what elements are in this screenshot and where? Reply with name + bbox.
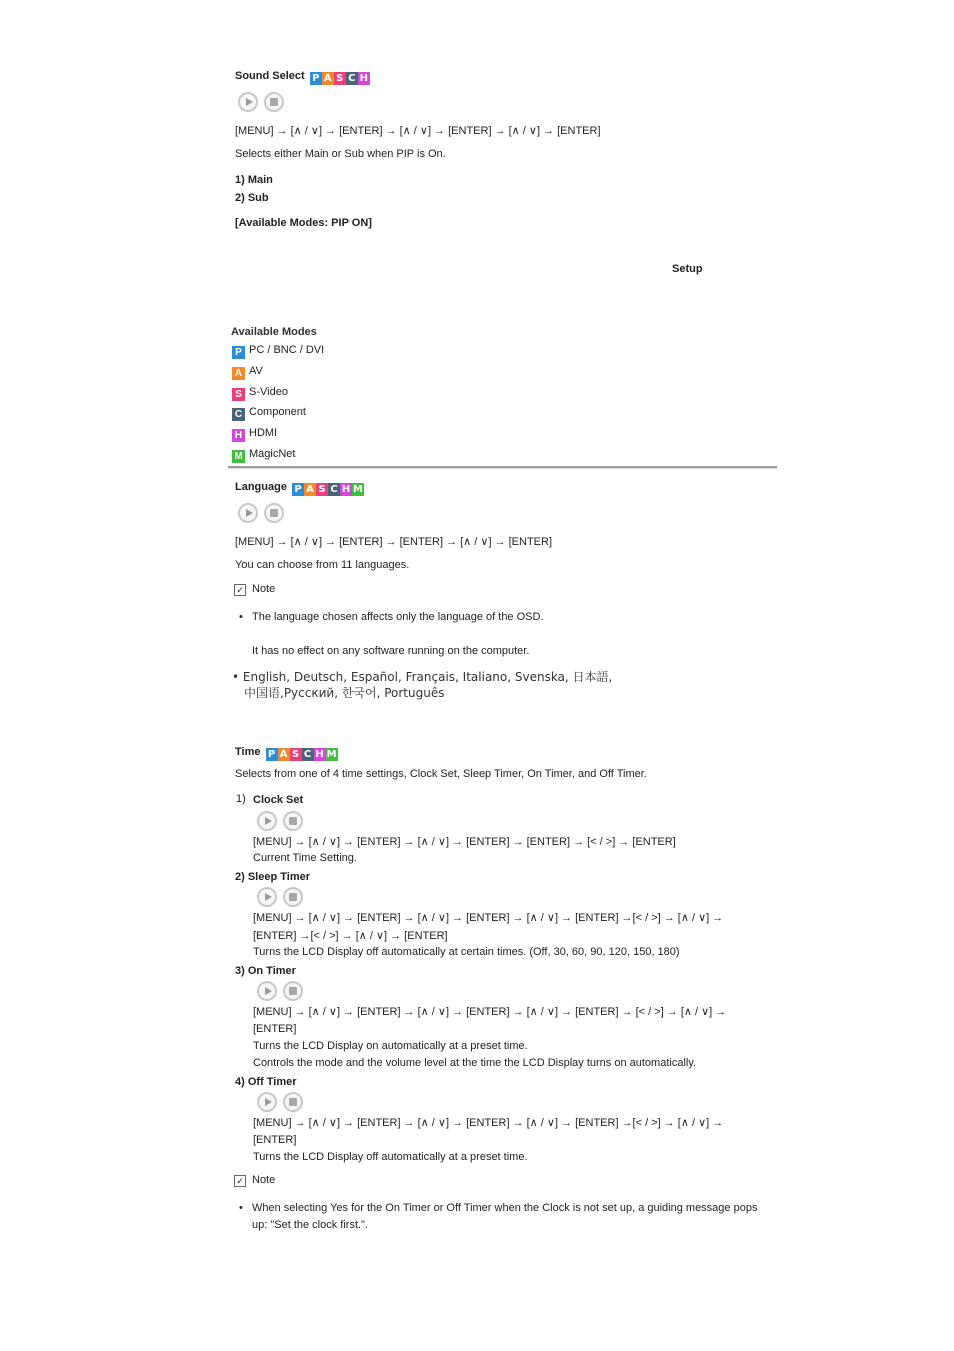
play-icon[interactable] [257,811,277,831]
mode-label: Component [249,406,306,418]
mode-badge-p: P [310,72,322,85]
sound-select-title: Sound Select [235,70,305,82]
mode-badge-h: H [341,484,351,495]
section-divider [228,466,777,469]
clock-set-controls [257,811,303,831]
mode-badge-a: A [278,748,290,761]
mode-badge-c: C [346,72,358,85]
setup-link[interactable]: Setup [672,263,703,275]
time-note-text-line2: up: "Set the clock first.". [252,1219,369,1231]
mode-badges [266,748,338,761]
mode-item-hdmi [232,427,277,442]
language-bullet-continued: It has no effect on any software running on the computer. [252,645,530,657]
mode-badge-h: H [315,749,324,760]
mode-badge-s: S [316,483,328,496]
note-label: Note [252,1174,276,1186]
off-timer-controls [257,1092,303,1112]
av-mode-icon: A [232,367,245,380]
hdmi-mode-icon: H [232,429,245,442]
sleep-timer-controls [257,887,303,907]
mode-label: MagicNet [249,448,296,460]
mode-item-svideo [232,386,288,401]
off-timer-title: 4) Off Timer [235,1076,297,1088]
available-modes-title: Available Modes [231,326,317,338]
mode-item-av [232,365,263,380]
mode-label: AV [249,365,263,377]
language-title: Language [235,481,287,493]
play-icon[interactable] [257,887,277,907]
on-timer-description-1: Turns the LCD Display on automatically at a preset time. [253,1040,528,1052]
mode-badge-m: M [326,749,337,760]
mode-badge-c: C [302,748,314,761]
mode-badge-s: S [334,72,346,85]
sleep-timer-title: 2) Sleep Timer [235,871,310,883]
time-description: Selects from one of 4 time settings, Clock Set, Sleep Timer, On Timer, and Off Timer. [235,768,647,780]
mode-item-component [232,406,306,421]
sound-select-description: Selects either Main or Sub when PIP is On. [235,148,446,160]
play-icon[interactable] [257,981,277,1001]
sleep-timer-description: Turns the LCD Display off automatically at certain times. (Off, 30, 60, 90, 120, 150, 180) [253,946,680,958]
time-note-text-line1: When selecting Yes for the On Timer or Off Timer when the Clock is not set up, a guiding message pops [252,1202,758,1214]
clock-set-description: Current Time Setting. [253,852,357,864]
clock-set-title: Clock Set [253,794,304,806]
svideo-mode-icon: S [232,388,245,401]
off-timer-description: Turns the LCD Display off automatically at a preset time. [253,1151,528,1163]
sound-select-path: [MENU] → [∧ / ∨] → [ENTER] → [∧ / ∨] → [ENTER] → [∧ / ∨] → [ENTER] [235,125,601,137]
stop-icon[interactable] [264,92,284,112]
note-icon: ✓ [234,584,246,596]
mode-badge-a: A [304,483,316,496]
mode-badges [292,483,364,496]
mode-badge-c: C [328,483,340,496]
time-heading [235,746,338,761]
language-note [234,583,275,596]
sound-select-item-main: 1) Main [235,174,273,186]
on-timer-path-line1: [MENU] → [∧ / ∨] → [ENTER] → [∧ / ∨] → [ENTER] → [∧ / ∨] → [ENTER] → [< / >] → [∧ / ∨] → [253,1006,727,1018]
sleep-timer-path-line1: [MENU] → [∧ / ∨] → [ENTER] → [∧ / ∨] → [ENTER] → [∧ / ∨] → [ENTER] →[< / >] → [∧ / ∨] → [253,912,724,924]
time-note [234,1174,275,1187]
mode-label: S-Video [249,386,288,398]
stop-icon[interactable] [283,1092,303,1112]
sound-select-item-sub: 2) Sub [235,192,269,204]
language-controls [238,503,284,523]
mode-badge-a: A [322,72,334,85]
language-description: You can choose from 11 languages. [235,559,410,571]
off-timer-path-line2: [ENTER] [253,1134,297,1146]
sleep-timer-path-line2: [ENTER] →[< / >] → [∧ / ∨] → [ENTER] [253,930,448,942]
stop-icon[interactable] [283,811,303,831]
language-bullet: The language chosen affects only the language of the OSD. [252,611,544,623]
sound-select-controls [238,92,284,112]
play-icon[interactable] [257,1092,277,1112]
mode-badge-p: P [292,483,304,496]
language-list-line2: 中国语,Русский, 한국어, Português [244,686,445,700]
mode-item-magicnet [232,448,295,463]
pc-mode-icon: P [232,346,245,359]
mode-item-pc [232,344,324,359]
stop-icon[interactable] [283,887,303,907]
on-timer-title: 3) On Timer [235,965,296,977]
mode-badges [310,72,370,85]
time-title: Time [235,746,261,758]
stop-icon[interactable] [264,503,284,523]
on-timer-description-2: Controls the mode and the volume level at the time the LCD Display turns on automatically. [253,1057,697,1069]
clock-set-path: [MENU] → [∧ / ∨] → [ENTER] → [∧ / ∨] → [ENTER] → [ENTER] → [< / >] → [ENTER] [253,836,676,848]
sound-select-heading [235,70,370,85]
note-icon: ✓ [234,1175,246,1187]
language-list-line1: • English, Deutsch, Español, Français, Italiano, Svenska, 日本語, [232,670,613,684]
sound-select-available: [Available Modes: PIP ON] [235,217,372,229]
mode-label: HDMI [249,427,278,439]
magicnet-mode-icon: M [232,450,245,463]
bullet-dot: • [239,1202,243,1214]
play-icon[interactable] [238,92,258,112]
bullet-dot: • [239,611,243,623]
language-path: [MENU] → [∧ / ∨] → [ENTER] → [ENTER] → [∧ / ∨] → [ENTER] [235,536,553,548]
note-label: Note [252,583,276,595]
language-heading [235,481,364,496]
mode-badge-p: P [266,748,278,761]
mode-badge-s: S [290,748,302,761]
mode-badge-m: M [353,484,363,495]
mode-label: PC / BNC / DVI [249,344,325,356]
play-icon[interactable] [238,503,258,523]
clock-set-number: 1) [236,793,246,805]
component-mode-icon: C [232,408,245,421]
mode-badge-h: H [359,73,368,84]
on-timer-controls [257,981,303,1001]
stop-icon[interactable] [283,981,303,1001]
off-timer-path-line1: [MENU] → [∧ / ∨] → [ENTER] → [∧ / ∨] → [ENTER] → [∧ / ∨] → [ENTER] →[< / >] → [∧ / ∨] → [253,1117,724,1129]
on-timer-path-line2: [ENTER] [253,1023,297,1035]
